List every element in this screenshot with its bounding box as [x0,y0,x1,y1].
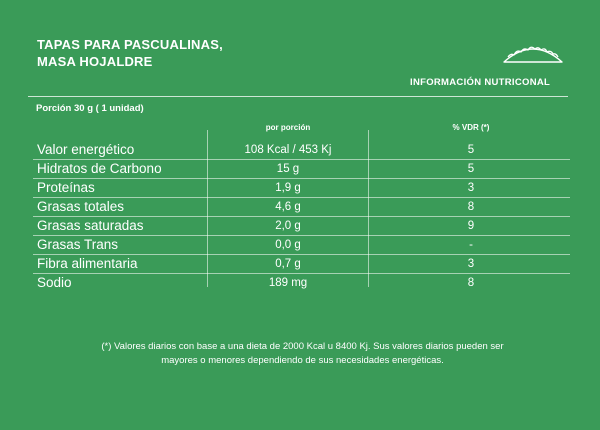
nutrient-vdr: - [469,239,473,251]
nutrient-per-portion: 15 g [276,163,300,175]
product-title-line-1: TAPAS PARA PASCUALINAS, [37,37,223,52]
table-row [33,141,570,160]
nutrient-name: Valor energético [37,142,135,157]
nutrient-vdr: 9 [467,220,475,232]
nutrient-vdr: 5 [467,163,475,175]
empanada-icon [502,42,564,64]
nutrition-table [33,141,570,292]
table-row [33,160,570,179]
product-title [37,36,223,70]
nutrient-vdr: 5 [467,144,475,156]
nutrient-name: Fibra alimentaria [37,256,138,271]
nutrient-name: Grasas totales [37,199,125,214]
nutrient-vdr: 8 [467,201,475,213]
footnote [50,340,555,368]
table-row [33,255,570,274]
table-row [33,179,570,198]
nutrient-vdr: 8 [467,277,475,289]
table-row [33,217,570,236]
table-row [33,274,570,292]
nutrient-name: Grasas Trans [37,237,119,252]
footnote-line-2: mayores o menores dependiendo de sus necesidades energéticas. [161,355,444,366]
portion-label: Porción 30 g ( 1 unidad) [36,103,144,114]
table-row [33,236,570,255]
nutrient-per-portion: 0,0 g [275,239,301,251]
nutrient-name: Grasas saturadas [37,218,144,233]
footnote-line-1: (*) Valores diarios con base a una dieta de 2000 Kcal u 8400 Kj. Sus valores diarios pueden ser [101,341,504,352]
nutrient-vdr: 3 [467,182,475,194]
nutrient-name: Hidratos de Carbono [37,161,162,176]
nutrient-name: Sodio [37,275,72,290]
product-title-line-2: MASA HOJALDRE [37,54,153,69]
nutrient-per-portion: 1,9 g [275,182,301,194]
nutrient-per-portion: 2,0 g [275,220,301,232]
nutrient-vdr: 3 [467,258,475,270]
table-row [33,198,570,217]
nutrient-per-portion: 189 mg [268,277,308,289]
section-label: INFORMACIÓN NUTRICONAL [410,77,551,88]
column-header-per-portion: por porción [265,123,311,132]
column-header-vdr: % VDR (*) [452,123,490,132]
nutrient-per-portion: 0,7 g [275,258,301,270]
nutrient-per-portion: 4,6 g [275,201,301,213]
header-divider [28,96,568,97]
nutrient-per-portion: 108 Kcal / 453 Kj [244,144,332,156]
nutrient-name: Proteínas [37,180,95,195]
